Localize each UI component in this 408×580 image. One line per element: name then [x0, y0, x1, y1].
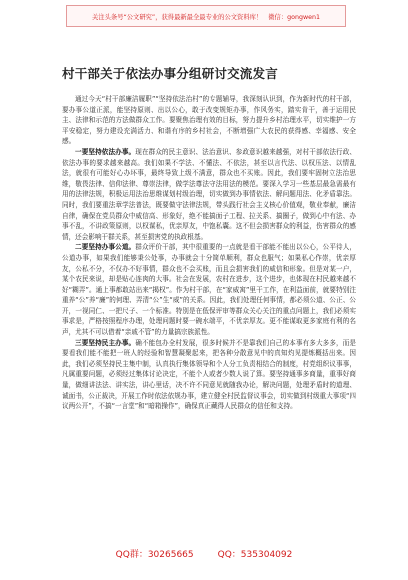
section-body-2: 群众评价干部，其中很重要的一点就是看干部能不能出以公心，公平待人，公道办事，如果我们能够秉公处事，办事就会十分简单顺利，群众也服气；如果私心作崇，优亲厚友，公私不分，不仅办不好事情，群众也不会买账，而且会损害我们的威信和形象。但是对某一户，某个农民来说，却是贴心连肉的大事。社会在发展，农村在进步，这个进步，也体现在村民越来越不好“糊弄”。通上事都敢站出来“揭权”。作为村干部，在“家威寓”里干工作，在利益面前，就要特别注重养“公”养“廉”的何理、弄清“公”生“威”的关系。因此，我们处理任何事情，都必须公道、公正、公开，一视同仁、一把尺子、一个标准。特别是在低保评审等群众关心关注的重点问题上，我们必须实事求是，严格按照程序办理，处理问题时要一碗水端平，不优亲厚友。更不能谋取更多家庭有利的名声，尤其不可以借着“亲戚不管”的力量搞宗族派性。: [62, 243, 357, 337]
section-heading-3: 三要坚持民主办事。: [75, 338, 136, 347]
section-paragraph-2: [62, 242, 356, 337]
section-body-3: 确不能包办全村发展，很多时候并不是靠我们自己的本事有多大多多，而是要看我们能不能把一班人的经验和智慧凝聚起来，把各种分散意见中的真知灼见提炼概括出来。因此，我们必须坚持民主集中制，认真执行集体领导和个人分工负责相结合的制度，村党组织议事事，凡属重要问题，必须经过集体讨论决定，不能个人或者少数人说了算。要坚持通事多商量，重事好商量，做细讲法法、讲实法，讲心里话，决不许不同意见就随我办论，解决问题，处理矛盾时的道理、诚面书，公正裁决，开展工作时依法依规办事，建立健全村民监督议事会，切实做到村级重大事项“四议两公开”，不搞“一言堂”和“暗箱操作”，确保真正藏得人民群众的信任和支持。: [62, 338, 357, 411]
section-heading-1: 一要坚持依法办事。: [75, 147, 136, 156]
top-banner: [66, 5, 346, 27]
banner-wechat-text: 微信：gongwen1: [268, 13, 320, 21]
footer-contact: [0, 547, 408, 560]
footer-qq: QQ：535304092: [217, 550, 293, 560]
document-body: [62, 94, 356, 412]
footer-qq-group: QQ群：30265665: [115, 550, 194, 560]
banner-promo-text: 关注头条号“公文研究”，获得最新最全最专业的公文资料库！: [92, 13, 263, 21]
section-paragraph-3: [62, 338, 356, 412]
intro-paragraph: 通过今天“村干部廉洁履职”“坚持依法治村”的专题辅导，我深刻认识到，作为新时代的村干部，要办事公道正派，能坚持原则、出以公心，敢于改变规矩办事，作风务实，踏实肯干，善于运用民主、法律和示范的方法做群众工作。要聚焦治理有效的目标，努力提升乡村治理水平，切实维护一方平安稳定，努力建设充满活力、和谐有序的乡村社会，不断增强广大农民的获得感、幸福感、安全感。: [62, 95, 356, 146]
document-title: 村干部关于依法办事分组研讨交流发言: [62, 66, 278, 81]
section-paragraph-1: [62, 147, 356, 242]
section-body-1: 现在群众的民主意识、法治意识、参政意识越来越强，对村干部依法行政、依法办事的要求越来越高。我们如果不学法、不懂法、不依法，甚至以言代法、以权压法、以情乱法，就很有可能好心办坏事，最终导致上级不满意，群众也不买账。因此，我们要牢固树立法治思维，敬畏法律、信仰法律、尊崇法律，做学法尊法守法用法的模范。要深入学习一些基层最急需最有用的法律法规，积极运用法治思维谋划村级治理，切实做到办事情依法、解问题用法、化矛盾靠法。同时，我们要重法章学法普法，既要做守法律法规，带头践行社会主义核心价值观，敬业奉献，廉洁自律，确保在党员群众中威信高、形象好，绝不能搞面子工程、拉关系、搞圈子，做到心中有法、办事不乱，不讲政策原则，以权谋私，优亲厚友，中饱私囊。这不但会损害群众的利益，伤害群众的感情，还会影响干群关系，甚至损害党的执政根基。: [62, 147, 357, 241]
section-heading-2: 二要坚持办事公道。: [75, 243, 136, 252]
